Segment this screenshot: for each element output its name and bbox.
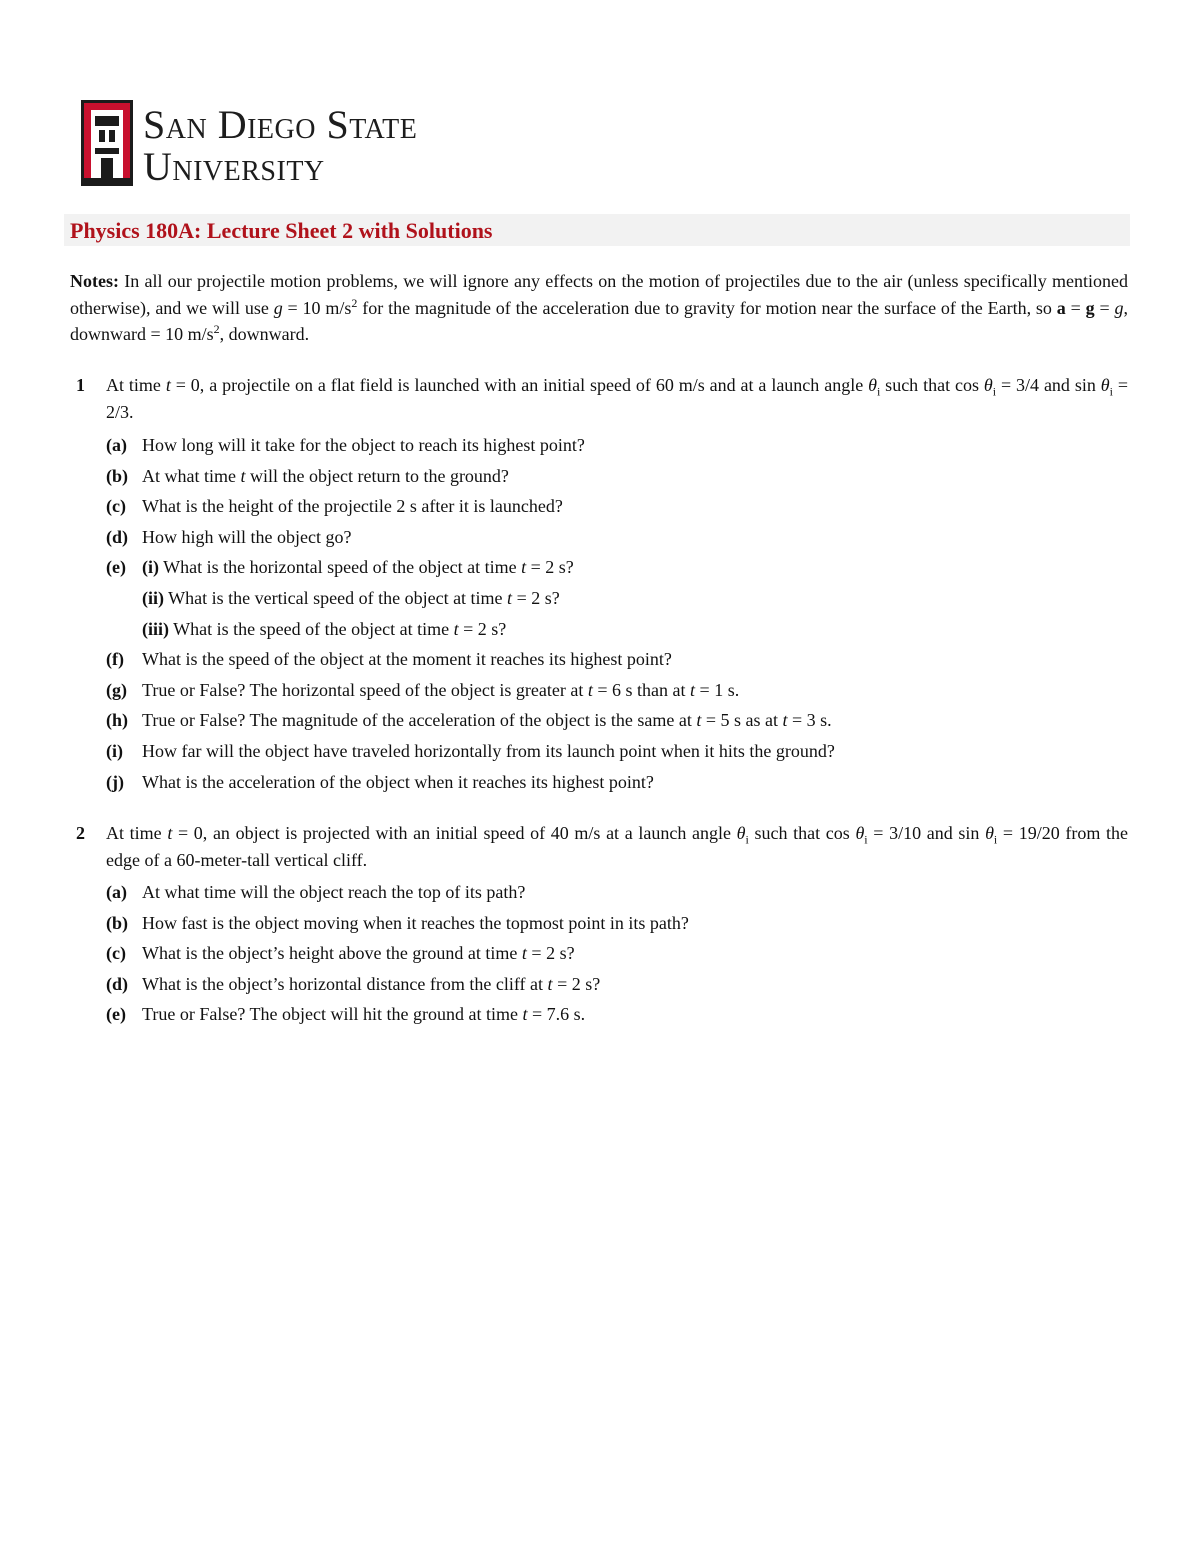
notes-text: for the magnitude of the acceleration due to gravity for motion near the surface of the Earth, so [357, 297, 1057, 318]
stem-text: = 3/4 and sin [996, 375, 1101, 395]
var-t: t [507, 587, 513, 608]
part-label: (e) [106, 1004, 126, 1025]
stem-text: At time [106, 375, 166, 395]
list-item [106, 614, 835, 645]
part-text: What is the vertical speed of the object at time [164, 587, 508, 608]
part-label: (h) [106, 710, 128, 731]
subpart-label: (iii) [142, 618, 169, 639]
list-item [106, 491, 835, 522]
var-t: t [165, 375, 171, 395]
notes-text: , downward = 10 m/s [70, 297, 1129, 344]
part-text: = 2 s? [552, 973, 601, 994]
part-text: What is the speed of the object at the moment it reaches its highest point? [142, 649, 672, 670]
stem-text: = 0, a projectile on a flat field is launched with an initial speed of 60 m/s and at a launch angle [170, 375, 869, 395]
question-stem [106, 820, 1128, 873]
part-text: = 2 s? [526, 557, 574, 578]
part-text: = 1 s. [695, 679, 740, 700]
subscript: i [876, 384, 881, 399]
question-1-parts [106, 430, 835, 797]
exponent: 2 [351, 295, 358, 310]
list-item [106, 644, 835, 675]
part-text: = 5 s as at [701, 710, 783, 731]
theta: θ [983, 375, 993, 395]
var-t: t [587, 679, 593, 700]
part-text: At what time [142, 465, 241, 486]
question-1 [70, 372, 1128, 425]
subscript: i [1109, 384, 1113, 399]
part-text: = 7.6 s. [527, 1004, 586, 1025]
question-2-parts [106, 877, 689, 1030]
var-t: t [547, 973, 553, 994]
theta: θ [855, 823, 865, 843]
theta: θ [985, 823, 994, 843]
question-2 [70, 820, 1128, 873]
subscript: i [992, 384, 997, 399]
part-text: = 6 s than at [592, 679, 691, 700]
page-title: Physics 180A: Lecture Sheet 2 with Solutions [70, 218, 493, 243]
var-t: t [522, 1004, 528, 1025]
exponent: 2 [213, 322, 220, 336]
logo-wordmark [143, 104, 417, 188]
list-item [106, 877, 689, 908]
var-t: t [696, 710, 702, 731]
stem-text: such that cos [748, 823, 856, 843]
part-label: (c) [106, 496, 126, 517]
notes-paragraph [70, 268, 1128, 348]
theta: θ [1100, 375, 1110, 395]
list-item [106, 675, 835, 706]
part-text: = 2 s? [512, 587, 560, 608]
university-logo [81, 100, 491, 189]
part-label: (c) [106, 943, 126, 964]
list-item [106, 552, 835, 583]
part-text: What is the acceleration of the object when it reaches its highest point? [142, 771, 654, 792]
stem-text: At time [106, 823, 168, 843]
g-symbol: g [1114, 297, 1124, 318]
var-t: t [521, 557, 527, 578]
subpart-label: (i) [142, 557, 159, 578]
notes-text: = [1094, 297, 1115, 318]
part-text: How long will it take for the object to reach its highest point? [142, 435, 585, 455]
part-label: (f) [106, 649, 124, 670]
part-label: (d) [106, 973, 128, 994]
list-item [106, 736, 835, 767]
question-number: 1 [76, 375, 85, 395]
logo-line-1: San Diego State [143, 102, 418, 147]
part-label: (b) [106, 912, 128, 933]
question-number: 2 [76, 823, 85, 843]
notes-text: = [1065, 297, 1086, 318]
theta: θ [868, 375, 877, 395]
part-text: True or False? The magnitude of the acceleration of the object is the same at [142, 710, 697, 731]
var-t: t [690, 679, 696, 700]
sdsu-tower-icon [81, 100, 133, 186]
part-label: (b) [106, 465, 128, 486]
var-t: t [453, 618, 459, 639]
part-text: How far will the object have traveled horizontally from its launch point when it hits the ground? [142, 740, 835, 761]
stem-text: = 19/20 from the edge of a 60-meter-tall vertical cliff. [106, 823, 1129, 870]
part-text: = 2 s? [526, 943, 575, 964]
list-item [106, 767, 835, 798]
notes-label: Notes: [70, 271, 119, 291]
var-t: t [167, 823, 173, 843]
stem-text: = 0, an object is projected with an initial speed of 40 m/s at a launch angle [172, 823, 737, 843]
part-text: What is the object’s horizontal distance from the cliff at [142, 973, 548, 994]
var-t: t [521, 943, 527, 964]
list-item [106, 522, 835, 553]
part-text: = 2 s? [458, 618, 507, 639]
part-text: At what time will the object reach the top of its path? [142, 882, 526, 902]
part-text: What is the speed of the object at time [169, 618, 454, 639]
part-label: (d) [106, 526, 128, 547]
part-text: will the object return to the ground? [245, 465, 509, 486]
list-item [106, 705, 835, 736]
part-label: (i) [106, 740, 123, 761]
part-text: True or False? The horizontal speed of the object is greater at [142, 679, 588, 700]
theta: θ [736, 823, 746, 843]
subscript: i [993, 832, 998, 847]
list-item [106, 461, 835, 492]
part-label: (a) [106, 435, 127, 455]
list-item [106, 583, 835, 614]
stem-text: = 2/3. [106, 375, 1129, 422]
part-label: (e) [106, 557, 126, 578]
question-stem [106, 372, 1128, 425]
list-item [106, 969, 689, 1000]
subpart-label: (ii) [142, 587, 164, 608]
part-text: True or False? The object will hit the ground at time [142, 1004, 523, 1025]
subscript: i [745, 832, 749, 847]
list-item [106, 908, 689, 939]
part-text: What is the horizontal speed of the object at time [159, 557, 522, 578]
vector-a: a [1056, 297, 1066, 318]
var-t: t [782, 710, 788, 731]
notes-text: , downward. [219, 324, 310, 344]
part-text: How fast is the object moving when it reaches the topmost point in its path? [142, 912, 689, 933]
part-label: (j) [106, 771, 124, 792]
list-item [106, 938, 689, 969]
var-t: t [240, 465, 246, 486]
part-label: (g) [106, 679, 127, 700]
list-item [106, 430, 835, 461]
list-item [106, 999, 689, 1030]
vector-g: g [1085, 297, 1095, 318]
part-text: = 3 s. [787, 710, 832, 731]
part-label: (a) [106, 882, 127, 902]
notes-text: In all our projectile motion problems, we will ignore any effects on the motion of projectiles due to the air (unless specifically mentioned otherwise), and we will use [70, 271, 1128, 318]
stem-text: such that cos [880, 375, 984, 395]
g-symbol: g [273, 297, 283, 318]
stem-text: = 3/10 and sin [867, 823, 986, 843]
logo-line-2: University [143, 144, 325, 189]
part-text: What is the height of the projectile 2 s after it is launched? [142, 496, 563, 517]
subscript: i [864, 832, 868, 847]
part-text: What is the object’s height above the ground at time [142, 943, 522, 964]
part-text: How high will the object go? [142, 526, 352, 547]
notes-text: = 10 m/s [282, 297, 352, 318]
